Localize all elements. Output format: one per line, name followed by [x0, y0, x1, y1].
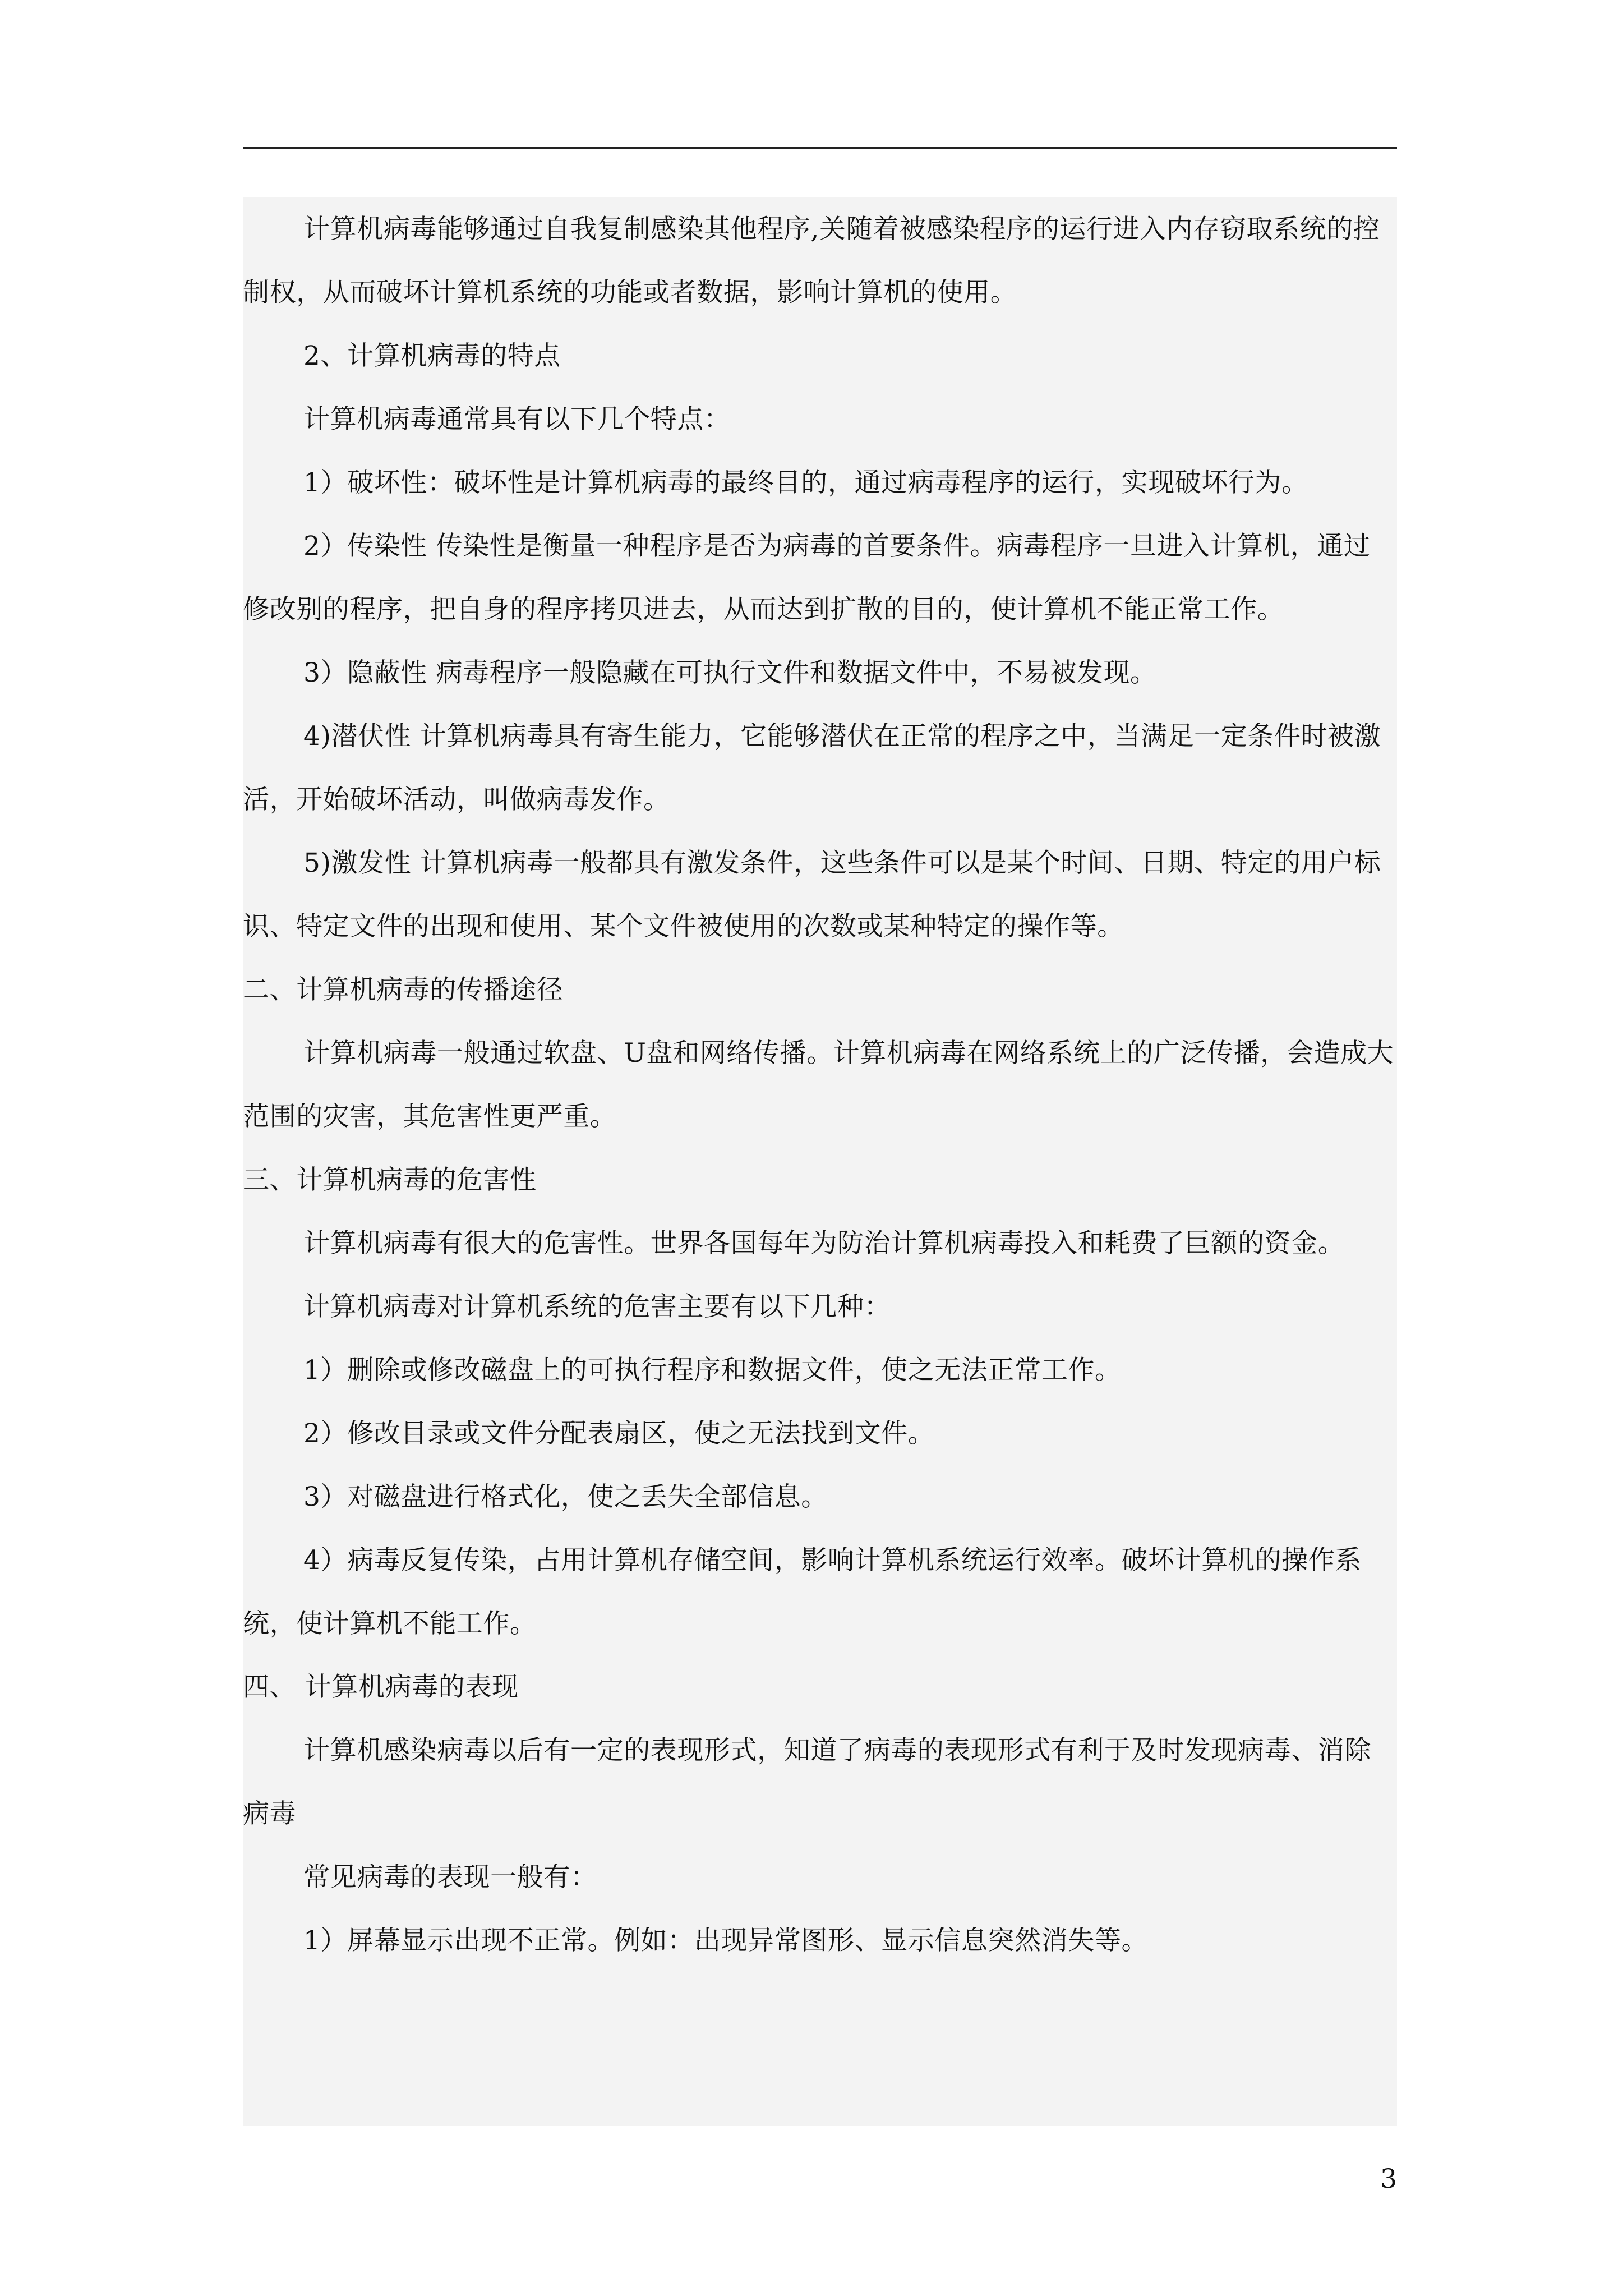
- header-rule: [243, 147, 1397, 149]
- list-item-harm-2: 2）修改目录或文件分配表扇区，使之无法找到文件。: [303, 1418, 935, 1449]
- list-item-infectious: 2）传染性 传染性是衡量一种程序是否为病毒的首要条件。病毒程序一旦进入计算机，通过修改别的程序，把自身的程序拷贝进去，从而达到扩散的目的，使计算机不能正常工作。: [243, 531, 1371, 625]
- list-item-destructive: 1）破坏性：破坏性是计算机病毒的最终目的，通过病毒程序的运行，实现破坏行为。: [303, 467, 1308, 498]
- list-item-symptom-1: 1）屏幕显示出现不正常。例如：出现异常图形、显示信息突然消失等。: [303, 1925, 1149, 1956]
- paragraph-features-intro: 计算机病毒通常具有以下几个特点：: [303, 404, 731, 435]
- list-item-latency: 4)潜伏性 计算机病毒具有寄生能力，它能够潜伏在正常的程序之中，当满足一定条件时被激活，开始破坏活动，叫做病毒发作。: [243, 721, 1381, 815]
- section-heading-harm: 三、计算机病毒的危害性: [243, 1165, 537, 1195]
- list-item-harm-4: 4）病毒反复传染，占用计算机存储空间，影响计算机系统运行效率。破坏计算机的操作系统，使计算机不能工作。: [243, 1545, 1362, 1639]
- page-number: 3: [1380, 2164, 1397, 2194]
- document-body: [243, 197, 1397, 1972]
- paragraph-virus-definition: 计算机病毒能够通过自我复制感染其他程序,关随着被感染程序的运行进入内存窃取系统的控制权，从而破坏计算机系统的功能或者数据，影响计算机的使用。: [243, 214, 1380, 308]
- paragraph-symptoms: 计算机感染病毒以后有一定的表现形式，知道了病毒的表现形式有利于及时发现病毒、消除病毒: [243, 1735, 1371, 1829]
- paragraph-harm: 计算机病毒有很大的危害性。世界各国每年为防治计算机病毒投入和耗费了巨额的资金。: [303, 1228, 1345, 1259]
- paragraph-harm-intro: 计算机病毒对计算机系统的危害主要有以下几种：: [303, 1291, 891, 1322]
- list-item-concealment: 3）隐蔽性 病毒程序一般隐藏在可执行文件和数据文件中，不易被发现。: [303, 657, 1157, 688]
- paragraph-transmission: 计算机病毒一般通过软盘、U盘和网络传播。计算机病毒在网络系统上的广泛传播，会造成大范围的灾害，其危害性更严重。: [243, 1038, 1394, 1132]
- section-heading-transmission: 二、计算机病毒的传播途径: [243, 974, 564, 1005]
- section-heading-symptoms: 四、 计算机病毒的表现: [243, 1672, 519, 1703]
- subheading-virus-features: 2、计算机病毒的特点: [303, 341, 561, 371]
- list-item-harm-3: 3）对磁盘进行格式化，使之丢失全部信息。: [303, 1481, 828, 1512]
- list-item-trigger: 5)激发性 计算机病毒一般都具有激发条件，这些条件可以是某个时间、日期、特定的用户标识、特定文件的出现和使用、某个文件被使用的次数或某种特定的操作等。: [243, 848, 1381, 942]
- paragraph-common-symptoms: 常见病毒的表现一般有：: [303, 1862, 597, 1893]
- list-item-harm-1: 1）删除或修改磁盘上的可执行程序和数据文件，使之无法正常工作。: [303, 1355, 1122, 1386]
